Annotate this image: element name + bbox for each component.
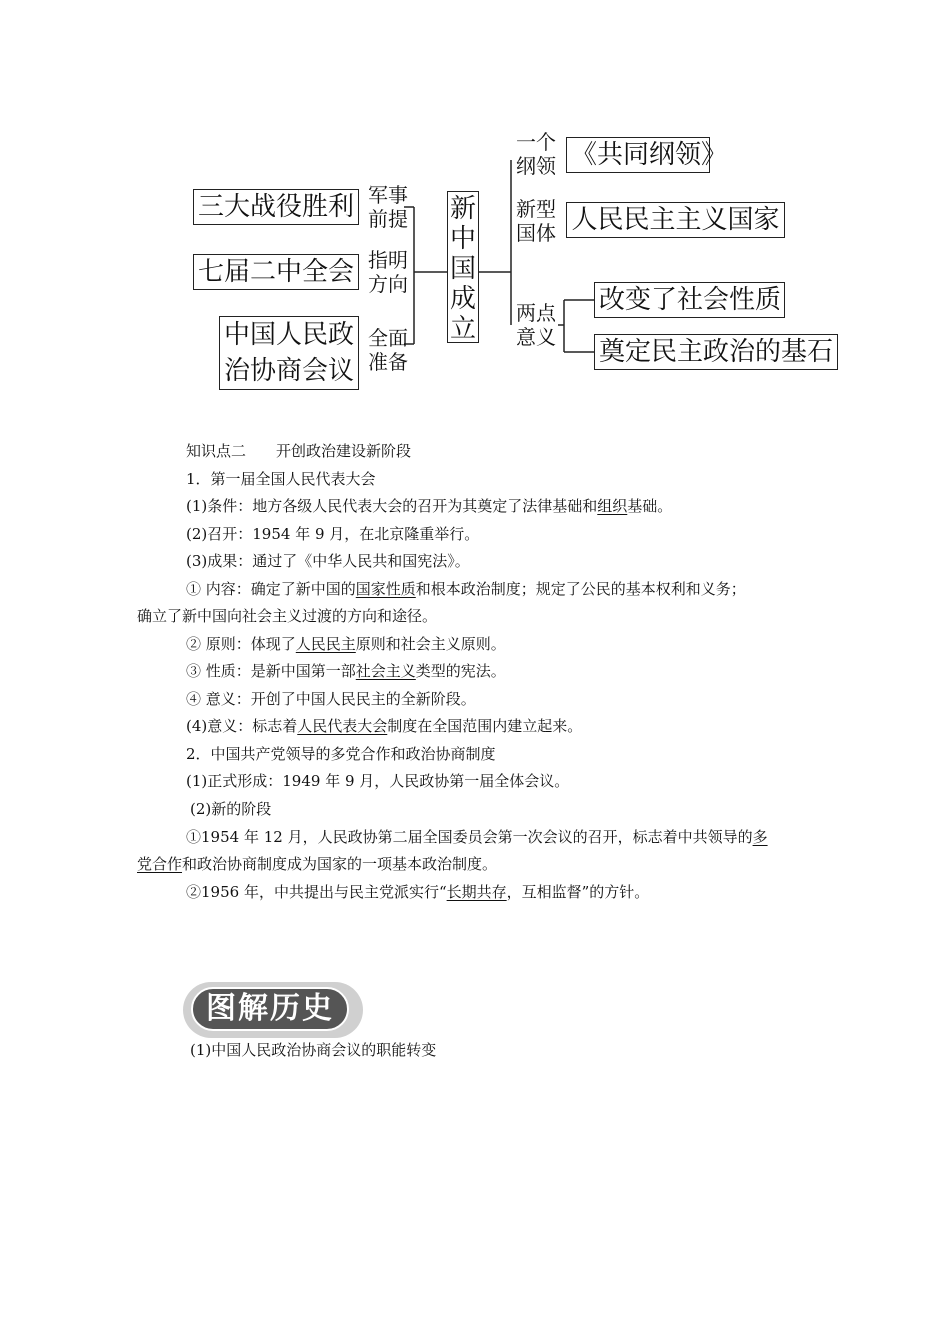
point-1-2: (2)召开：1954 年 9 月，在北京隆重举行。 bbox=[186, 525, 480, 543]
underlined-answer: 社会主义 bbox=[355, 662, 416, 680]
char: 立 bbox=[449, 314, 476, 344]
box-common-program: 《共同纲领》 bbox=[566, 137, 710, 173]
label-line: 意义 bbox=[516, 325, 556, 349]
section-heading: 知识点二 开创政治建设新阶段 bbox=[186, 442, 412, 460]
char: 中 bbox=[449, 224, 476, 254]
underlined-answer: 人民民主 bbox=[295, 635, 356, 653]
box-line: 治协商会议 bbox=[224, 356, 355, 386]
figure-caption: (1)中国人民政治协商会议的职能转变 bbox=[190, 1041, 437, 1059]
point-2-1: (1)正式形成：1949 年 9 月，人民政协第一届全体会议。 bbox=[186, 772, 570, 790]
point-1-3-2 bbox=[186, 634, 506, 654]
point-1-1 bbox=[186, 496, 672, 516]
label-two-significances bbox=[512, 301, 560, 349]
underlined-answer: 人民代表大会 bbox=[297, 717, 388, 735]
box-cppcc bbox=[219, 316, 359, 390]
char: 成 bbox=[449, 284, 476, 314]
point-1-3-1 bbox=[186, 579, 746, 599]
point-2-title: 2．中国共产党领导的多党合作和政治协商制度 bbox=[186, 745, 496, 763]
text: ①1954 年 12 月，人民政协第二届全国委员会第一次会议的召开，标志着中共领导的 bbox=[186, 828, 753, 846]
point-1-title: 1．第一届全国人民代表大会 bbox=[186, 470, 376, 488]
label-direction bbox=[364, 248, 412, 296]
point-2-2-1 bbox=[186, 827, 768, 847]
box-line: 中国人民政 bbox=[224, 320, 355, 350]
point-1-4 bbox=[186, 716, 582, 736]
label-line: 指明 bbox=[368, 248, 408, 272]
underlined-answer: 党合作 bbox=[137, 855, 183, 873]
label-line: 国体 bbox=[516, 221, 556, 245]
label-line: 纲领 bbox=[516, 154, 556, 178]
box-peoples-democracy-state: 人民民主主义国家 bbox=[566, 202, 785, 238]
box-three-campaigns: 三大战役胜利 bbox=[193, 189, 359, 225]
illustrated-history-badge bbox=[183, 982, 363, 1038]
box-second-plenum: 七届二中全会 bbox=[193, 254, 359, 290]
label-full-preparation bbox=[364, 326, 412, 374]
text: ① 内容：确定了新中国的 bbox=[186, 580, 356, 598]
text: 制度在全国范围内建立起来。 bbox=[387, 717, 583, 735]
point-1-3-1-cont: 确立了新中国向社会主义过渡的方向和途径。 bbox=[137, 607, 438, 625]
text: 和根本政治制度；规定了公民的基本权利和义务； bbox=[415, 580, 746, 598]
text: 和政治协商制度成为国家的一项基本政治制度。 bbox=[182, 855, 498, 873]
point-2-2-2 bbox=[186, 882, 649, 902]
text: 类型的宪法。 bbox=[415, 662, 506, 680]
underlined-answer: 多 bbox=[752, 828, 768, 846]
label-line: 两点 bbox=[516, 301, 556, 325]
label-line: 军事 bbox=[368, 183, 408, 207]
underlined-answer: 国家性质 bbox=[355, 580, 416, 598]
box-foundation-democracy: 奠定民主政治的基石 bbox=[594, 334, 838, 370]
underlined-answer: 组织 bbox=[597, 497, 628, 515]
underlined-answer: 长期共存 bbox=[446, 883, 507, 901]
knowledge-diagram bbox=[0, 0, 950, 400]
box-new-china-founded bbox=[447, 191, 479, 343]
point-1-3: (3)成果：通过了《中华人民共和国宪法》。 bbox=[186, 552, 470, 570]
text: 基础。 bbox=[627, 497, 673, 515]
label-military-premise bbox=[364, 183, 412, 231]
label-line: 全面 bbox=[368, 326, 408, 350]
label-line: 一个 bbox=[516, 130, 556, 154]
text: ② 原则：体现了 bbox=[186, 635, 296, 653]
char: 新 bbox=[449, 194, 476, 224]
label-one-program bbox=[512, 130, 560, 178]
text: ③ 性质：是新中国第一部 bbox=[186, 662, 356, 680]
text: ，互相监督”的方针。 bbox=[506, 883, 650, 901]
text: (1)条件：地方各级人民代表大会的召开为其奠定了法律基础和 bbox=[186, 497, 598, 515]
point-1-3-3 bbox=[186, 661, 506, 681]
text: ②1956 年，中共提出与民主党派实行“ bbox=[186, 883, 447, 901]
label-line: 准备 bbox=[368, 350, 408, 374]
label-line: 新型 bbox=[516, 197, 556, 221]
char: 国 bbox=[449, 254, 476, 284]
label-new-state-system bbox=[512, 197, 560, 245]
badge-title: 图解历史 bbox=[206, 991, 334, 1026]
label-line: 方向 bbox=[368, 272, 408, 296]
point-2-2-1-cont bbox=[137, 854, 497, 874]
text: (4)意义：标志着 bbox=[186, 717, 298, 735]
point-2-2: (2)新的阶段 bbox=[190, 800, 272, 818]
box-changed-social-nature: 改变了社会性质 bbox=[594, 282, 785, 318]
text: 原则和社会主义原则。 bbox=[355, 635, 506, 653]
point-1-3-4: ④ 意义：开创了中国人民民主的全新阶段。 bbox=[186, 690, 476, 708]
label-line: 前提 bbox=[368, 207, 408, 231]
